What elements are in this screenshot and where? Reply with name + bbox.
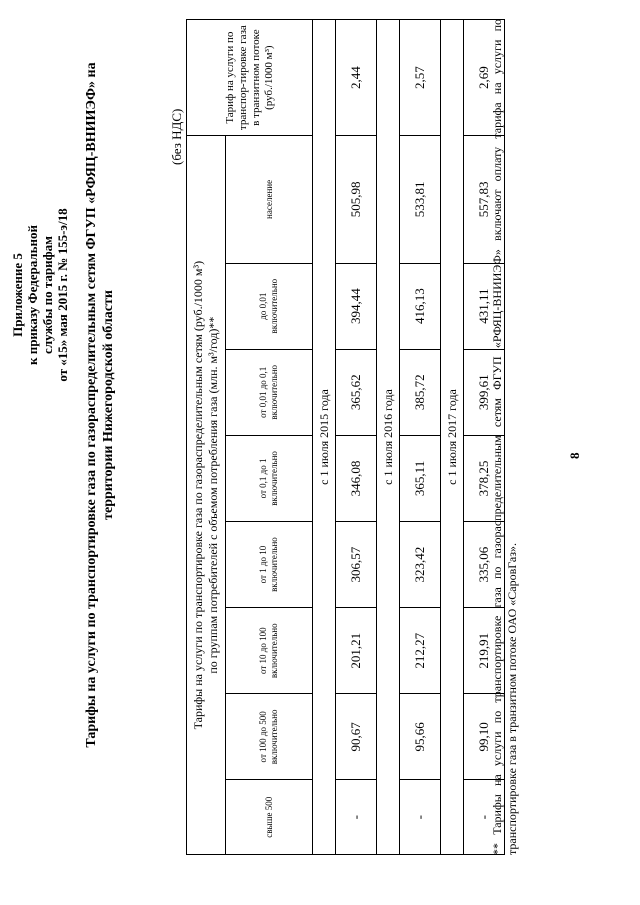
table-cell: 95,66 [400,694,441,780]
appendix-line: от «15» мая 2015 г. № 155-э/18 [55,208,70,382]
page-number: 8 [567,452,582,459]
appendix-header [10,180,70,410]
table-cell: 306,57 [336,522,377,608]
table-cell: - [336,780,377,855]
period-row [377,20,400,855]
group-header: от 100 до 500 включительно [226,694,313,780]
table-cell: 2,44 [336,20,377,136]
table-cell: 378,25 [464,435,505,521]
table-cell: 394,44 [336,263,377,349]
table-cell: 505,98 [336,136,377,263]
table-cell: 416,13 [400,263,441,349]
period-label: с 1 июля 2017 года [441,20,464,855]
footnote: ** Тарифы на услуги по транспортировке газа по газораспределительным сетям ФГУП «РФЯЦ-ВНИИЭФ» включают оплату тарифа на услуги по транспортировке газа в транзитном потоке ОАО «СаровГаз». [490,19,519,855]
table-cell: 323,42 [400,522,441,608]
table-cell: - [464,780,505,855]
group-header: население [226,136,313,263]
group-header: от 0,01 до 0,1 включительно [226,349,313,435]
table-cell: 557,83 [464,136,505,263]
table-cell: 335,06 [464,522,505,608]
main-header-line: по группам потребителей с объемом потребления газа (млн. м³/год)** [206,316,220,674]
table-cell: 212,27 [400,608,441,694]
table-cell: 399,61 [464,349,505,435]
period-row [441,20,464,855]
table-cell: 533,81 [400,136,441,263]
group-header: свыше 500 [226,780,313,855]
table-row [336,20,377,855]
table-row [400,20,441,855]
group-header: от 0,1 до 1 включительно [226,435,313,521]
table-cell: 346,08 [336,435,377,521]
table-main-header-row [187,20,226,855]
period-row [313,20,336,855]
table-cell: 90,67 [336,694,377,780]
title-line: территории Нижегородской области [101,290,116,520]
consumer-group-header-row [226,20,313,855]
appendix-line: Приложение 5 [10,253,25,337]
group-header: до 0,01 включительно [226,263,313,349]
table-cell: 431,11 [464,263,505,349]
group-header: от 1 до 10 включительно [226,522,313,608]
table-cell: 2,69 [464,20,505,136]
table-cell: 219,91 [464,608,505,694]
title-line: Тарифы на услуги по транспортировке газа по газораспределительным сетям ФГУП «РФЯЦ-ВНИИЭФ» на [84,62,99,748]
period-label: с 1 июля 2015 года [313,20,336,855]
appendix-line: службы по тарифам [40,236,55,354]
main-header-line: Тарифы на услуги по транспортировке газа по газораспределительным сетям (руб./1000 м³) [191,260,205,730]
table-cell: 99,10 [464,694,505,780]
document-title [83,25,117,785]
appendix-line: к приказу Федеральной [25,224,40,366]
group-header: от 10 до 100 включительно [226,608,313,694]
table-cell: - [400,780,441,855]
transit-tariff-header: Тариф на услуги по транспор-тировке газа в транзитном потоке (руб./1000 м³) [187,20,313,136]
table-main-header [187,136,226,855]
no-vat-note: (без НДС) [169,108,184,165]
table-cell: 365,62 [336,349,377,435]
period-label: с 1 июля 2016 года [377,20,400,855]
table-cell: 2,57 [400,20,441,136]
table-cell: 201,21 [336,608,377,694]
table-cell: 385,72 [400,349,441,435]
table-cell: 365,11 [400,435,441,521]
tariff-table [186,19,505,855]
